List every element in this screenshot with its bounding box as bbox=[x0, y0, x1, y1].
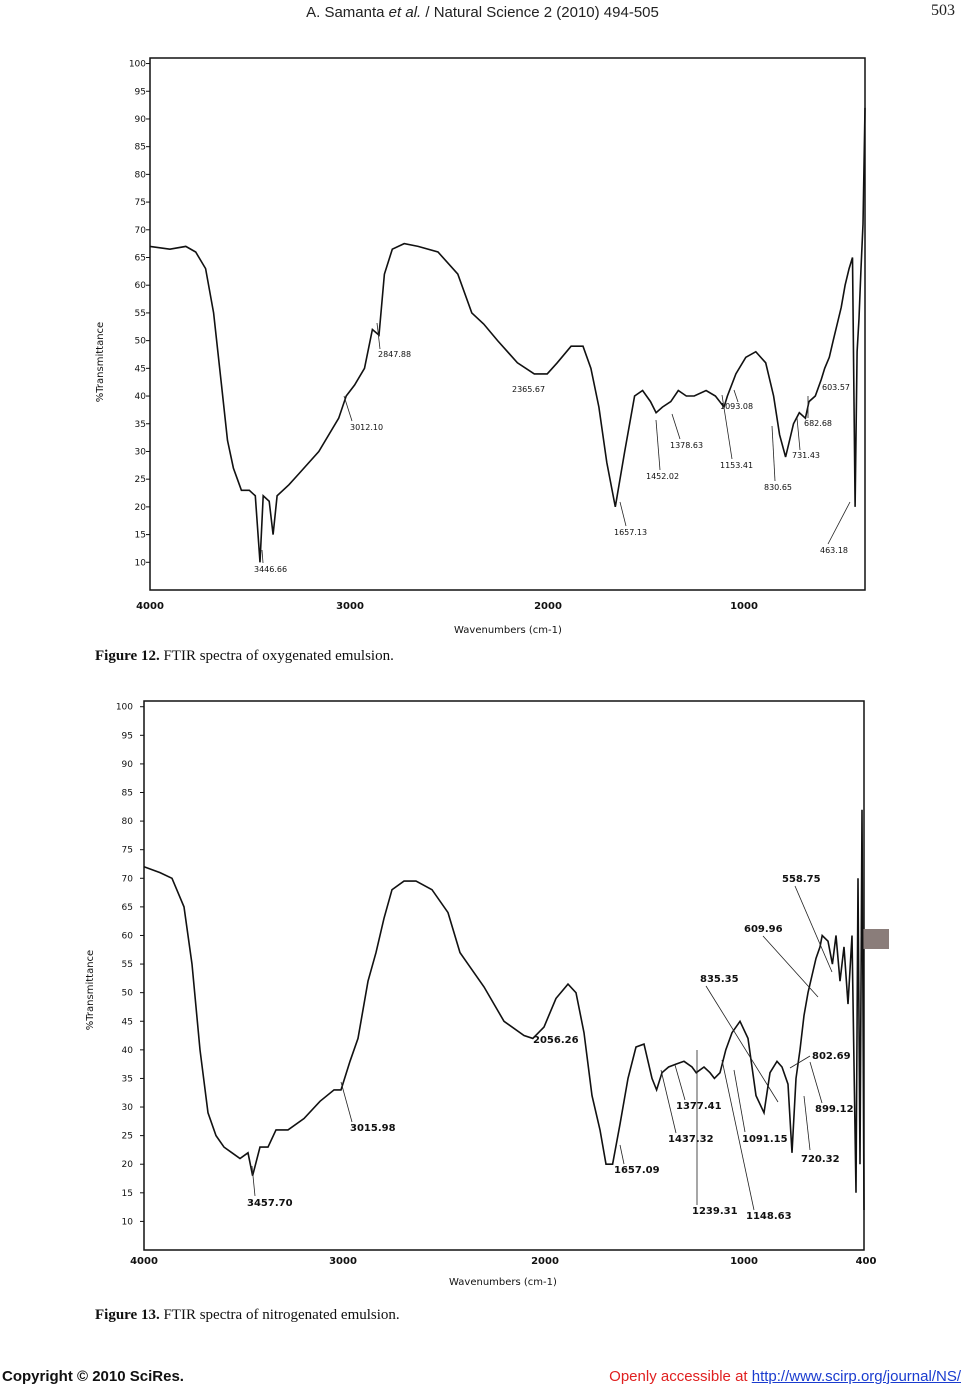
y-tick-label: 20 bbox=[134, 502, 146, 513]
peak-label: 899.12 bbox=[815, 1104, 854, 1115]
peak-label: 2847.88 bbox=[378, 350, 412, 359]
y-tick-label: 40 bbox=[121, 1045, 133, 1056]
peak-label: 603.57 bbox=[822, 383, 850, 392]
figure-12-caption: Figure 12. FTIR spectra of oxygenated emulsion. bbox=[95, 648, 394, 664]
y-tick-label: 75 bbox=[121, 845, 133, 856]
peak-label: 1452.02 bbox=[646, 472, 680, 481]
y-tick-label: 15 bbox=[134, 530, 146, 541]
y-tick-label: 25 bbox=[121, 1131, 133, 1142]
y-tick-label: 55 bbox=[134, 308, 146, 319]
peak-label: 731.43 bbox=[792, 451, 820, 460]
peak-label: 558.75 bbox=[782, 874, 821, 885]
y-tick-label: 95 bbox=[134, 87, 146, 98]
figure-13-chart bbox=[0, 690, 965, 1300]
peak-label: 1148.63 bbox=[746, 1211, 792, 1222]
x-tick-label: 4000 bbox=[130, 1256, 158, 1267]
spectrum-line bbox=[150, 108, 865, 562]
y-tick-label: 65 bbox=[134, 253, 146, 264]
x-tick-label: 400 bbox=[855, 1256, 877, 1267]
peak-label: 1093.08 bbox=[720, 402, 754, 411]
y-tick-label: 100 bbox=[115, 702, 133, 713]
y-tick-label: 60 bbox=[121, 931, 133, 942]
y-tick-label: 65 bbox=[121, 902, 133, 913]
y-tick-label: 40 bbox=[134, 392, 146, 403]
y-axis-label: %Transmittance bbox=[95, 321, 106, 403]
journal-link[interactable]: http://www.scirp.org/journal/NS/ bbox=[751, 1368, 961, 1385]
y-tick-label: 70 bbox=[134, 225, 146, 236]
peak-label: 1239.31 bbox=[692, 1206, 738, 1217]
peak-label: 1657.09 bbox=[614, 1165, 660, 1176]
y-tick-label: 15 bbox=[121, 1188, 133, 1199]
y-tick-label: 85 bbox=[134, 142, 146, 153]
y-tick-label: 80 bbox=[134, 170, 146, 181]
y-tick-label: 20 bbox=[121, 1160, 133, 1171]
y-tick-label: 100 bbox=[128, 59, 146, 70]
peak-label: 1153.41 bbox=[720, 461, 754, 470]
peak-label: 720.32 bbox=[801, 1154, 840, 1165]
peak-label: 1377.41 bbox=[676, 1101, 722, 1112]
y-tick-label: 35 bbox=[121, 1074, 133, 1085]
y-tick-label: 45 bbox=[134, 364, 146, 375]
gray-patch bbox=[862, 929, 889, 949]
peak-label: 1657.13 bbox=[614, 528, 648, 537]
y-tick-label: 60 bbox=[134, 281, 146, 292]
spectrum-line bbox=[144, 810, 864, 1210]
y-tick-label: 25 bbox=[134, 475, 146, 486]
y-tick-label: 10 bbox=[121, 1217, 133, 1228]
y-tick-label: 30 bbox=[121, 1103, 133, 1114]
y-tick-label: 50 bbox=[134, 336, 146, 347]
y-tick-label: 90 bbox=[121, 759, 133, 770]
peak-label: 1378.63 bbox=[670, 441, 704, 450]
peak-annotations bbox=[247, 874, 854, 1222]
peak-label: 830.65 bbox=[764, 483, 792, 492]
peak-label: 3012.10 bbox=[350, 423, 384, 432]
access-notice: Openly accessible at http://www.scirp.org/journal/NS/ bbox=[609, 1368, 961, 1385]
peak-label: 2056.26 bbox=[533, 1035, 579, 1046]
y-tick-label: 95 bbox=[121, 731, 133, 742]
page-number: 503 bbox=[931, 2, 955, 19]
peak-label: 802.69 bbox=[812, 1051, 851, 1062]
y-tick-label: 35 bbox=[134, 419, 146, 430]
x-tick-label: 4000 bbox=[136, 601, 164, 612]
x-tick-label: 1000 bbox=[730, 601, 758, 612]
y-tick-label: 90 bbox=[134, 114, 146, 125]
y-tick-label: 85 bbox=[121, 788, 133, 799]
peak-label: 3457.70 bbox=[247, 1198, 293, 1209]
y-tick-label: 50 bbox=[121, 988, 133, 999]
peak-label: 1437.32 bbox=[668, 1134, 714, 1145]
y-tick-label: 55 bbox=[121, 960, 133, 971]
y-axis-label: %Transmittance bbox=[85, 949, 96, 1031]
copyright-notice: Copyright © 2010 SciRes. bbox=[2, 1368, 184, 1385]
x-tick-label: 3000 bbox=[329, 1256, 357, 1267]
y-tick-label: 45 bbox=[121, 1017, 133, 1028]
peak-label: 3015.98 bbox=[350, 1123, 396, 1134]
peak-label: 463.18 bbox=[820, 546, 848, 555]
x-tick-label: 3000 bbox=[336, 601, 364, 612]
x-tick-label: 2000 bbox=[534, 601, 562, 612]
x-tick-label: 1000 bbox=[730, 1256, 758, 1267]
y-tick-label: 10 bbox=[134, 558, 146, 569]
peak-label: 2365.67 bbox=[512, 385, 546, 394]
y-tick-label: 75 bbox=[134, 198, 146, 209]
x-axis-label: Wavenumbers (cm-1) bbox=[454, 625, 562, 636]
x-axis-label: Wavenumbers (cm-1) bbox=[449, 1277, 557, 1288]
peak-label: 3446.66 bbox=[254, 565, 288, 574]
figure-12-chart bbox=[0, 40, 965, 640]
peak-annotations bbox=[254, 323, 850, 574]
figure-13-caption: Figure 13. FTIR spectra of nitrogenated emulsion. bbox=[95, 1307, 400, 1323]
y-tick-label: 70 bbox=[121, 874, 133, 885]
plot-frame bbox=[150, 58, 865, 590]
x-tick-label: 2000 bbox=[531, 1256, 559, 1267]
y-tick-label: 30 bbox=[134, 447, 146, 458]
peak-label: 682.68 bbox=[804, 419, 832, 428]
peak-label: 835.35 bbox=[700, 974, 739, 985]
peak-label: 1091.15 bbox=[742, 1134, 788, 1145]
y-tick-label: 80 bbox=[121, 817, 133, 828]
running-header: A. Samanta et al. / Natural Science 2 (2010) 494-505 bbox=[306, 4, 659, 21]
peak-label: 609.96 bbox=[744, 924, 783, 935]
